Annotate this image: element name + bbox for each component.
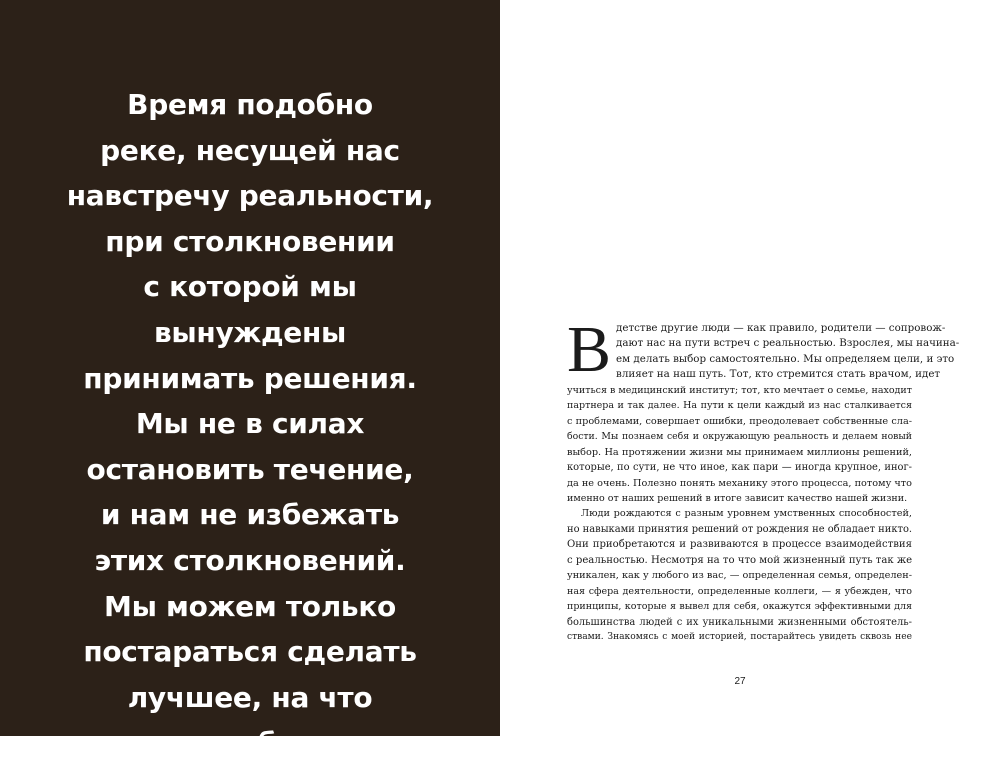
quote-line: постараться сделать [83, 635, 417, 669]
drop-cap: В [567, 313, 612, 386]
text-line: но навыками принятия решений от рождения не обладает никто. [567, 523, 913, 535]
quote-line: Время подобно [127, 88, 373, 121]
text-line: дают нас на пути встреч с реальностью. Взрослея, мы начина- [616, 337, 960, 350]
page-number: 27 [734, 676, 746, 687]
right-page [500, 0, 1000, 736]
text-line: влияет на наш путь. Тот, кто стремится стать врачом, идет [616, 368, 941, 381]
quote-line: лучшее, на что [127, 680, 373, 714]
text-line: ем делать выбор самостоятельно. Мы определяем цели, и это [616, 352, 955, 365]
quote-line: навстречу реальности, [66, 179, 434, 213]
left-page [0, 0, 500, 760]
text-line: ная сфера деятельности, определенные коллеги, — я убежден, что [567, 585, 912, 597]
text-line: принципы, которые я вывел для себя, окажутся эффективными для [567, 601, 912, 613]
pull-quote [40, 82, 460, 766]
text-line: с проблемами, совершает ошибки, преодолевает собственные сла- [567, 415, 912, 427]
text-line: Люди рождаются с разным уровнем умственных способностей, [581, 508, 912, 520]
text-line: которые, по сути, не что иное, как пари — иногда крупное, иног- [567, 462, 912, 474]
text-line: учиться в медицинский институт; тот, кто мечтает о семье, находит [567, 384, 912, 396]
text-line: уникален, как у любого из вас, — определенная семья, определен- [567, 570, 912, 582]
quote-line: и нам не избежать [100, 498, 400, 532]
paragraph-2 [567, 506, 912, 645]
quote-line: Мы не в силах [135, 407, 365, 441]
quote-line: при столкновении [105, 224, 395, 258]
quote-line: принимать решения. [83, 361, 417, 395]
quote-line: остановить течение, [86, 452, 414, 486]
body-text [567, 313, 960, 646]
text-line: именно от наших решений в итоге зависит качество нашей жизни. [567, 492, 908, 504]
text-line: с реальностью. Несмотря на то что мой жизненный путь так же [567, 554, 913, 566]
text-line: Они приобретаются и развиваются в процессе взаимодействия [567, 539, 912, 551]
quote-line: этих столкновений. [94, 543, 406, 577]
quote-line: способны. [168, 726, 332, 760]
quote-line: Мы можем только [104, 589, 396, 623]
text-line: детстве другие люди — как правило, родители — сопровож- [616, 322, 946, 334]
text-line: да не очень. Полезно понять механику этого процесса, потому что [567, 477, 912, 489]
paragraph-1 [567, 313, 960, 506]
text-line: большинства людей с их уникальными жизненными обстоятель- [567, 616, 912, 628]
quote-line: с которой мы [143, 270, 357, 304]
quote-line: вынуждены [153, 315, 347, 349]
text-line: партнера и так далее. На пути к цели каждый из нас сталкивается [567, 400, 912, 412]
text-line: бости. Мы познаем себя и окружающую реальность и делаем новый [567, 431, 912, 443]
text-line: выбор. На протяжении жизни мы принимаем миллионы решений, [567, 446, 912, 458]
text-line: ствами. Знакомясь с моей историей, постарайтесь увидеть сквозь нее [567, 632, 912, 643]
quote-line: реке, несущей нас [100, 133, 400, 167]
